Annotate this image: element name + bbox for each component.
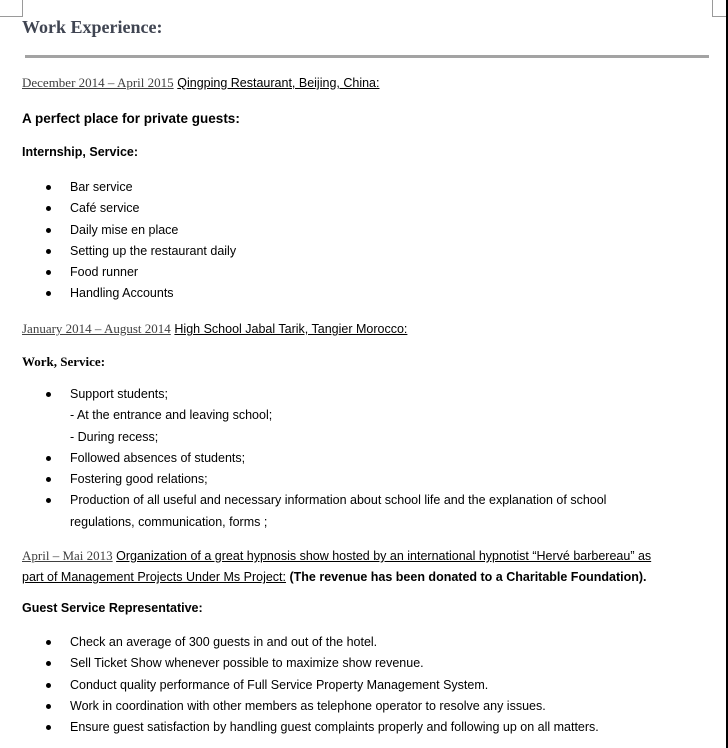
entry-2-bullet-list bbox=[0, 384, 700, 533]
list-item: Café service bbox=[0, 198, 700, 219]
list-item: Setting up the restaurant daily bbox=[0, 241, 700, 262]
list-item: Fostering good relations; bbox=[0, 469, 700, 490]
section-heading: Work Experience: bbox=[22, 17, 163, 37]
list-item: Support students; - At the entrance and leaving school; - During recess; bbox=[0, 384, 700, 448]
entry-3-organization-line1: Organization of a great hypnosis show hosted by an international hypnotist “Hervé barbereau” as bbox=[116, 549, 652, 563]
bullet-icon bbox=[46, 185, 51, 190]
entry-3-header bbox=[22, 545, 712, 588]
bullet-icon bbox=[46, 640, 51, 645]
entry-2-role: Work, Service: bbox=[22, 354, 106, 369]
entry-2-organization: High School Jabal Tarik, Tangier Morocco: bbox=[174, 322, 408, 336]
list-item: Handling Accounts bbox=[0, 283, 700, 304]
page-corner-mark-right bbox=[712, 0, 727, 17]
entry-1-bullet-list bbox=[0, 177, 700, 305]
bullet-icon bbox=[46, 477, 51, 482]
entry-1-tagline: A perfect place for private guests: bbox=[22, 111, 240, 126]
list-item: Daily mise en place bbox=[0, 220, 700, 241]
bullet-icon bbox=[46, 456, 51, 461]
list-item: Food runner bbox=[0, 262, 700, 283]
list-item: Followed absences of students; bbox=[0, 448, 700, 469]
list-item: Bar service bbox=[0, 177, 700, 198]
list-item: Work in coordination with other members as telephone operator to resolve any issues. bbox=[0, 696, 700, 717]
list-item: Check an average of 300 guests in and out of the hotel. bbox=[0, 632, 700, 653]
bullet-icon bbox=[46, 392, 51, 397]
list-item: Sell Ticket Show whenever possible to maximize show revenue. bbox=[0, 653, 700, 674]
sub-item: - During recess; bbox=[70, 429, 159, 444]
entry-2-date: January 2014 – August 2014 bbox=[22, 321, 171, 336]
list-item: Conduct quality performance of Full Service Property Management System. bbox=[0, 675, 700, 696]
horizontal-rule bbox=[25, 55, 709, 58]
bullet-icon bbox=[46, 270, 51, 275]
entry-1-organization: Qingping Restaurant, Beijing, China: bbox=[177, 76, 380, 90]
entry-1-date: December 2014 – April 2015 bbox=[22, 75, 174, 90]
bullet-icon bbox=[46, 683, 51, 688]
list-item: Production of all useful and necessary information about school life and the explanation of school regulations, communication, forms ; bbox=[0, 490, 670, 533]
entry-1-role: Internship, Service: bbox=[22, 145, 139, 159]
bullet-icon bbox=[46, 228, 51, 233]
entry-3-bullet-list bbox=[0, 632, 700, 738]
bullet-icon bbox=[46, 661, 51, 666]
entry-1-header bbox=[22, 75, 379, 91]
bullet-icon bbox=[46, 704, 51, 709]
entry-3-role: Guest Service Representative: bbox=[22, 601, 203, 615]
sub-item: - At the entrance and leaving school; bbox=[70, 408, 273, 423]
bullet-icon bbox=[46, 725, 51, 730]
entry-2-header bbox=[22, 321, 407, 337]
bullet-icon bbox=[46, 249, 51, 254]
bullet-icon bbox=[46, 498, 51, 503]
entry-3-note: (The revenue has been donated to a Charitable Foundation). bbox=[289, 570, 647, 584]
entry-3-organization-line2: part of Management Projects Under Ms Project: bbox=[22, 570, 287, 584]
list-item: Ensure guest satisfaction by handling guest complaints properly and following up on all matters. bbox=[0, 717, 700, 738]
bullet-icon bbox=[46, 206, 51, 211]
entry-3-date: April – Mai 2013 bbox=[22, 548, 113, 563]
bullet-icon bbox=[46, 291, 51, 296]
page-corner-mark-left bbox=[0, 0, 23, 17]
